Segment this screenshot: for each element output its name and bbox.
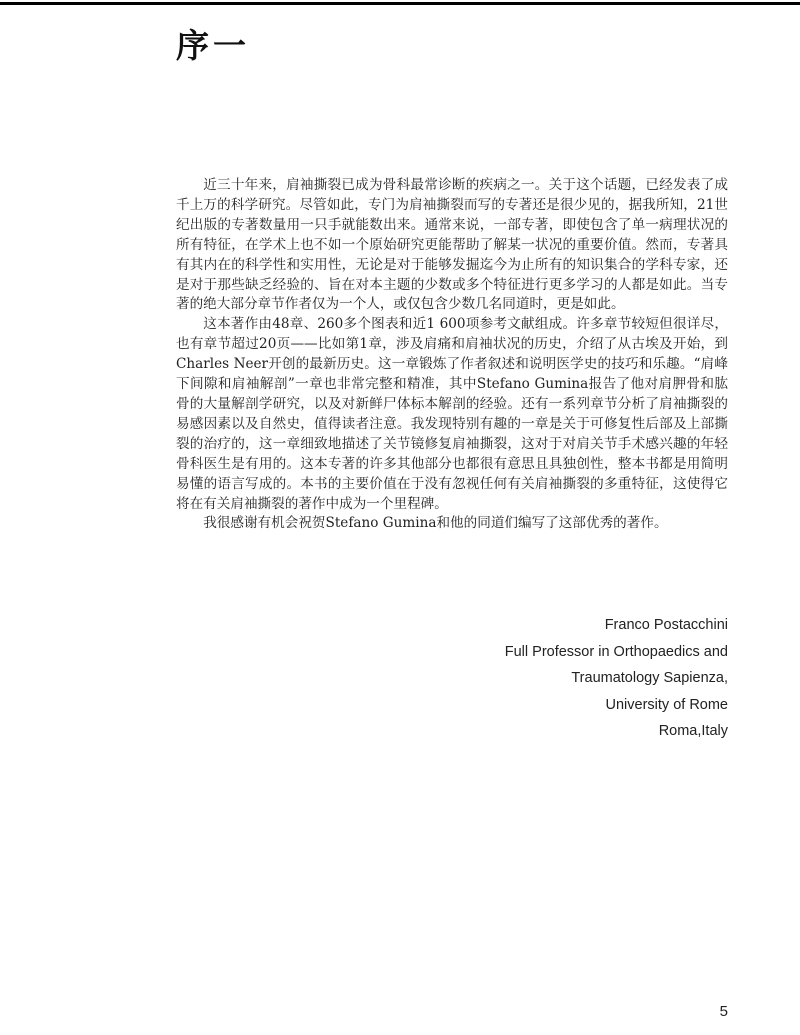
paragraph-2: 这本著作由48章、260多个图表和近1 600项参考文献组成。许多章节较短但很详尽，也有章节超过20页——比如第1章，涉及肩痛和肩袖状况的历史，介绍了从古埃及开始，到Charles Neer开创的最新历史。这一章锻炼了作者叙述和说明医学史的技巧和乐趣。“肩峰下间隙和肩袖解剖”一章也非常完整和精准，其中Stefano Gumina报告了他对肩胛骨和肱骨的大量解剖学研究，以及对新鲜尸体标本解剖的经验。还有一系列章节分析了肩袖撕裂的易感因素以及自然史，值得读者注意。我发现特别有趣的一章是关于可修复性后部及上部撕裂的治疗的，这一章细致地描述了关节镜修复肩袖撕裂，这对于对肩关节手术感兴趣的年轻骨科医生是有用的。这本专著的许多其他部分也都很有意思且具独创性，整本书都是用简明易懂的语言写成的。本书的主要价值在于没有忽视任何有关肩袖撕裂的多重特征，这使得它将在有关肩袖撕裂的著作中成为一个里程碑。 (176, 316, 728, 512)
signature-name: Franco Postacchini (604, 617, 728, 633)
page-title: 序一 (176, 26, 250, 65)
signature-line-5: Roma,Italy (658, 723, 728, 739)
signature-line-2: Full Professor in Orthopaedics and (504, 643, 728, 660)
body-text (176, 176, 728, 534)
paragraph-3: 我很感谢有机会祝贺Stefano Gumina和他的同道们编写了这部优秀的著作。 (203, 515, 668, 532)
signature-line-3: Traumatology Sapienza, (571, 670, 728, 686)
paragraph-1: 近三十年来，肩袖撕裂已成为骨科最常诊断的疾病之一。关于这个话题，已经发表了成千上万的科学研究。尽管如此，专门为肩袖撕裂而写的专著还是很少见的，据我所知，21世纪出版的专著数量用一只手就能数出来。通常来说，一部专著，即使包含了单一病理状况的所有特征，在学术上也不如一个原始研究更能帮助了解某一状况的重要价值。然而，专著具有其内在的科学性和实用性，无论是对于能够发掘迄今为止所有的知识集合的学科专家，还是对于那些缺乏经验的、旨在对本主题的少数或多个特征进行更多学习的人都是如此。当专著的绝大部分章节作者仅为一个人，或仅包含少数几名同道时，更是如此。 (176, 177, 728, 313)
page-number: 5 (719, 1003, 728, 1020)
signature-line-4: University of Rome (605, 696, 728, 713)
signature-block (505, 612, 728, 745)
top-rule (0, 2, 800, 5)
